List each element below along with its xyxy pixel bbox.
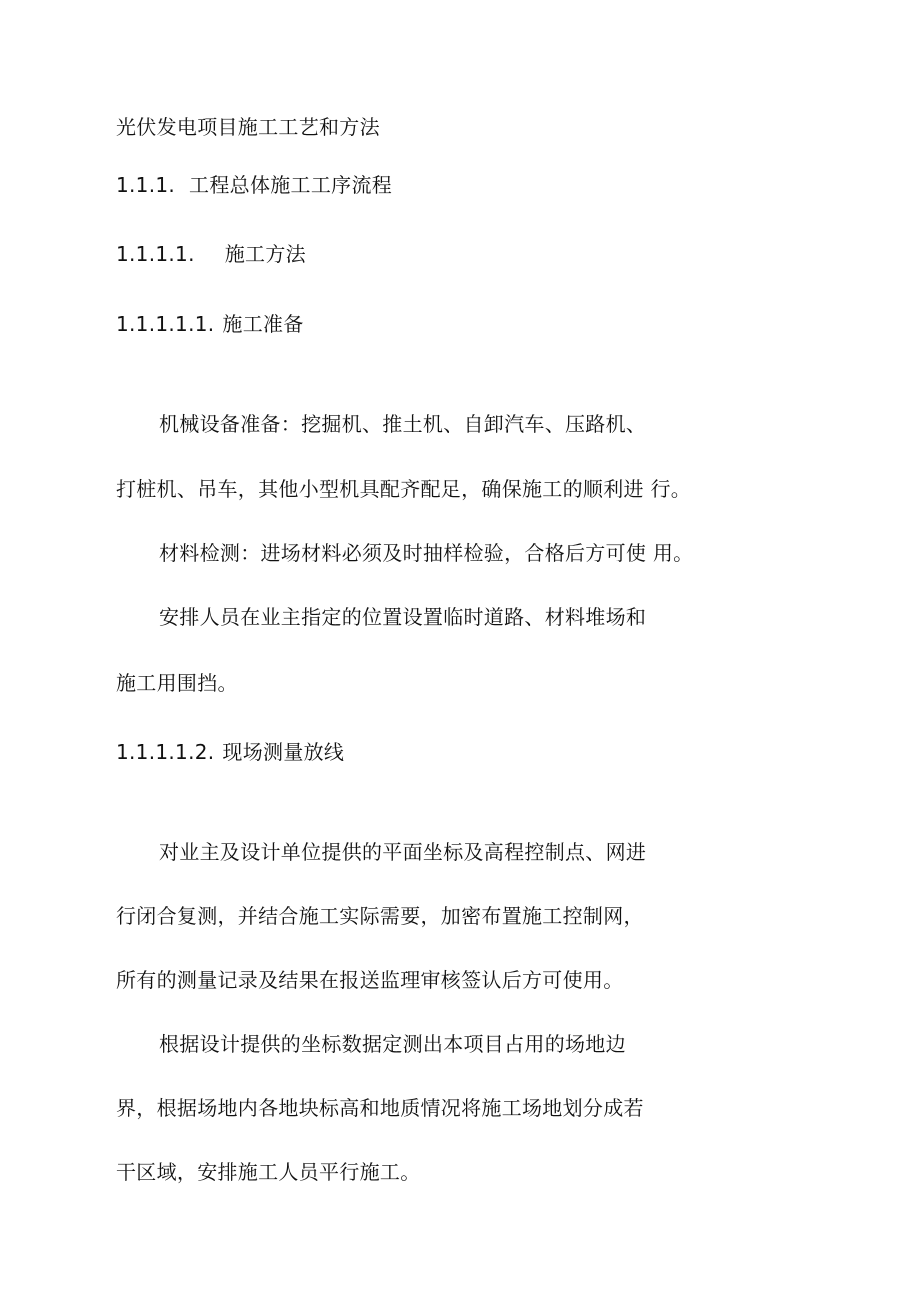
heading-1-1-1-1-2: [116, 740, 344, 764]
heading-number: 1.1.1.1.1.: [116, 312, 215, 336]
heading-text: 工程总体施工工序流程: [189, 173, 393, 197]
heading-1-1-1-1-1: [116, 312, 304, 336]
heading-text: 施工方法: [224, 242, 306, 266]
heading-number: 1.1.1.1.2.: [116, 740, 215, 764]
heading-1-1-1: [116, 173, 392, 197]
paragraph-line: 根据设计提供的坐标数据定测出本项目占用的场地边: [159, 1032, 626, 1056]
paragraph-line: 界，根据场地内各地块标高和地质情况将施工场地划分成若: [116, 1096, 644, 1120]
document-title: 光伏发电项目施工工艺和方法: [116, 115, 380, 139]
heading-number: 1.1.1.: [116, 173, 176, 197]
paragraph-line: 材料检测：进场材料必须及时抽样检验，合格后方可使 用。: [159, 541, 694, 565]
heading-text: 施工准备: [222, 312, 304, 336]
paragraph-line: 干区域，安排施工人员平行施工。: [116, 1160, 421, 1184]
paragraph-line: 机械设备准备：挖掘机、推土机、自卸汽车、压路机、: [159, 412, 647, 436]
paragraph-line: 所有的测量记录及结果在报送监理审核签认后方可使用。: [116, 968, 624, 992]
paragraph-line: 行闭合复测，并结合施工实际需要，加密布置施工控制网，: [116, 904, 644, 928]
heading-number: 1.1.1.1.: [116, 242, 195, 266]
paragraph-line: 施工用围挡。: [116, 671, 238, 695]
paragraph-line: 对业主及设计单位提供的平面坐标及高程控制点、网进: [159, 840, 647, 864]
heading-1-1-1-1: [116, 242, 306, 266]
paragraph-line: 安排人员在业主指定的位置设置临时道路、材料堆场和: [159, 605, 647, 629]
heading-text: 现场测量放线: [222, 740, 345, 764]
paragraph-line: 打桩机、吊车，其他小型机具配齐配足，确保施工的顺利进 行。: [116, 477, 692, 501]
